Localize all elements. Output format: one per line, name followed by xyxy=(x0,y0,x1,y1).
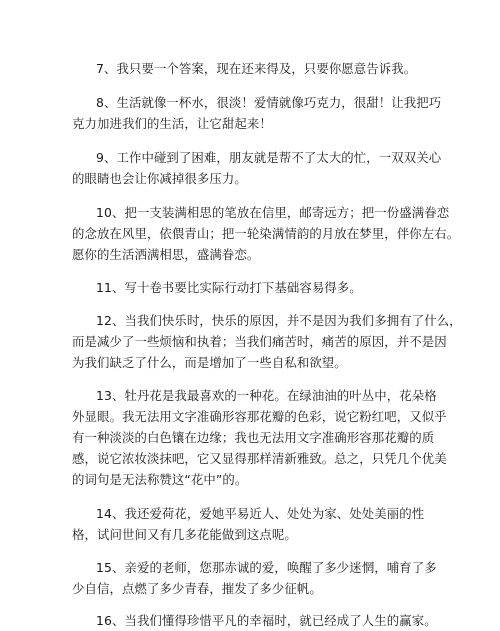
paragraph-line: 格，试问世间又有几多花能做到这点呢。 xyxy=(72,527,297,542)
paragraph-line: 9、工作中碰到了困难，朋友就是帮不了太大的忙，一双双关心 xyxy=(96,150,442,165)
paragraph-line: 15、亲爱的老师，您那赤诚的爱，唤醒了多少迷惘，哺育了多 xyxy=(96,560,437,575)
paragraph-15 xyxy=(72,557,437,599)
paragraph-line: 的念放在风里，依偎青山；把一轮染满情韵的月放在梦里，伴你左右。 xyxy=(72,226,460,241)
paragraph-line: 克力加进我们的生活，让它甜起来！ xyxy=(72,116,272,131)
paragraph-line: 有一种淡淡的白色镶在边缘；我也无法用文字准确形容那花瓣的质 xyxy=(72,430,435,445)
paragraph-line: 感，说它浓妆淡抹吧，它又显得那样清新雅致。总之，只凭几个优美 xyxy=(72,451,447,466)
paragraph-13 xyxy=(72,385,447,490)
paragraph-12 xyxy=(72,310,462,373)
paragraph-line: 的词句是无法称赞这“花中”的。 xyxy=(72,472,248,487)
paragraph-line: 10、把一支装满相思的笔放在信里，邮寄远方；把一份盛满眷恋 xyxy=(96,205,450,220)
paragraph-line: 外显眼。我无法用文字准确形容那花瓣的色彩，说它粉红吧，又似乎 xyxy=(72,409,447,424)
paragraph-line: 的眼睛也会让你减掉很多压力。 xyxy=(72,171,247,186)
paragraph-14 xyxy=(72,503,425,545)
paragraph-7 xyxy=(72,58,417,79)
paragraph-line: 11、写十卷书要比实际行动打下基础容易得多。 xyxy=(96,280,362,295)
paragraph-line: 16、当我们懂得珍惜平凡的幸福时，就已经成了人生的赢家。 xyxy=(96,613,437,628)
paragraph-16 xyxy=(72,610,437,631)
paragraph-10 xyxy=(72,202,460,265)
paragraph-line: 13、牡丹花是我最喜欢的一种花。在绿油油的叶丛中，花朵格 xyxy=(96,388,437,403)
paragraph-line: 少自信，点燃了多少青春，摧发了多少征帆。 xyxy=(72,581,322,596)
paragraph-9 xyxy=(72,147,442,189)
paragraph-8 xyxy=(72,92,442,134)
paragraph-line: 为我们缺乏了什么，而是增加了一些自私和欲望。 xyxy=(72,355,347,370)
paragraph-line: 8、生活就像一杯水，很淡！爱情就像巧克力，很甜！让我把巧 xyxy=(96,95,442,110)
paragraph-line: 12、当我们快乐时，快乐的原因，并不是因为我们多拥有了什么， xyxy=(96,313,462,328)
paragraph-11 xyxy=(72,277,402,298)
paragraph-line: 14、我还爱荷花，爱她平易近人、处处为家、处处美丽的性 xyxy=(96,506,425,521)
paragraph-line: 而是减少了一些烦恼和执着；当我们痛苦时，痛苦的原因，并不是因 xyxy=(72,334,447,349)
paragraph-line: 7、我只要一个答案，现在还来得及，只要你愿意告诉我。 xyxy=(96,61,417,76)
paragraph-line: 愿你的生活洒满相思，盛满眷恋。 xyxy=(72,247,260,262)
